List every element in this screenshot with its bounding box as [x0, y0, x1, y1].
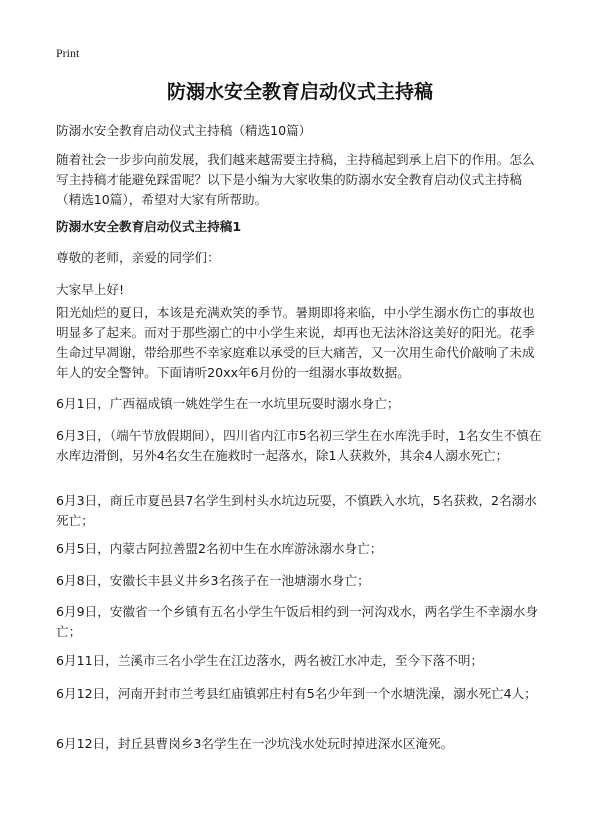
incident-item: 6月3日，商丘市夏邑县7名学生到村头水坑边玩耍，不慎跌入水坑，5名获救，2名溺水死亡； [56, 493, 537, 528]
incident-item: 6月1日，广西福成镇一姚姓学生在一水坑里玩耍时溺水身亡； [56, 396, 400, 411]
document-subtitle: 防溺水安全教育启动仪式主持稿（精选10篇） [56, 123, 312, 138]
incident-item: 6月11日，兰溪市三名小学生在江边落水，两名被江水冲走，至今下落不明； [56, 653, 484, 668]
incident-item: 6月3日，（端午节放假期间），四川省内江市5名初三学生在水库洗手时，1名女生不慎在水库边滑倒，另外4名女生在施救时一起落水，除1人获救外，其余4人溺水死亡； [56, 428, 542, 463]
incident-item: 6月12日，封丘县曹岗乡3名学生在一沙坑浅水处玩时掉进深水区淹死。 [56, 736, 454, 751]
incident-item: 6月12日，河南开封市兰考县红庙镇郭庄村有5名少年到一个水塘洗澡，溺水死亡4人； [56, 686, 537, 701]
section-heading: 防溺水安全教育启动仪式主持稿1 [56, 219, 242, 234]
document-title: 防溺水安全教育启动仪式主持稿 [166, 81, 433, 103]
print-link[interactable]: Print [56, 46, 80, 60]
incident-item: 6月9日，安徽省一个乡镇有五名小学生午饭后相约到一河沟戏水，两名学生不幸溺水身亡； [56, 604, 538, 639]
greeting: 尊敬的老师，亲爱的同学们： [56, 250, 220, 265]
incident-item: 6月5日，内蒙古阿拉善盟2名初中生在水库游泳溺水身亡； [56, 541, 383, 556]
intro-paragraph: 随着社会一步步向前发展，我们越来越需要主持稿，主持稿起到承上启下的作用。怎么写主持稿才能避免踩雷呢？以下是小编为大家收集的防溺水安全教育启动仪式主持稿（精选10篇），希望对大家有所帮助。 [56, 152, 535, 207]
paragraph-1: 阳光灿烂的夏日，本该是充满欢笑的季节。暑期即将来临，中小学生溺水伤亡的事故也明显多了起来。而对于那些溺亡的中小学生来说，却再也无法沐浴这美好的阳光。花季生命过早凋谢，带给那些不幸家庭难以承受的巨大痛苦，又一次用生命代价敲响了未成年人的安全警钟。下面请听20xx年6月份的一组溺水事故数据。 [56, 305, 535, 380]
incident-item: 6月8日，安徽长丰县义井乡3名孩子在一池塘溺水身亡； [56, 573, 370, 588]
good-morning: 大家早上好! [56, 282, 125, 297]
